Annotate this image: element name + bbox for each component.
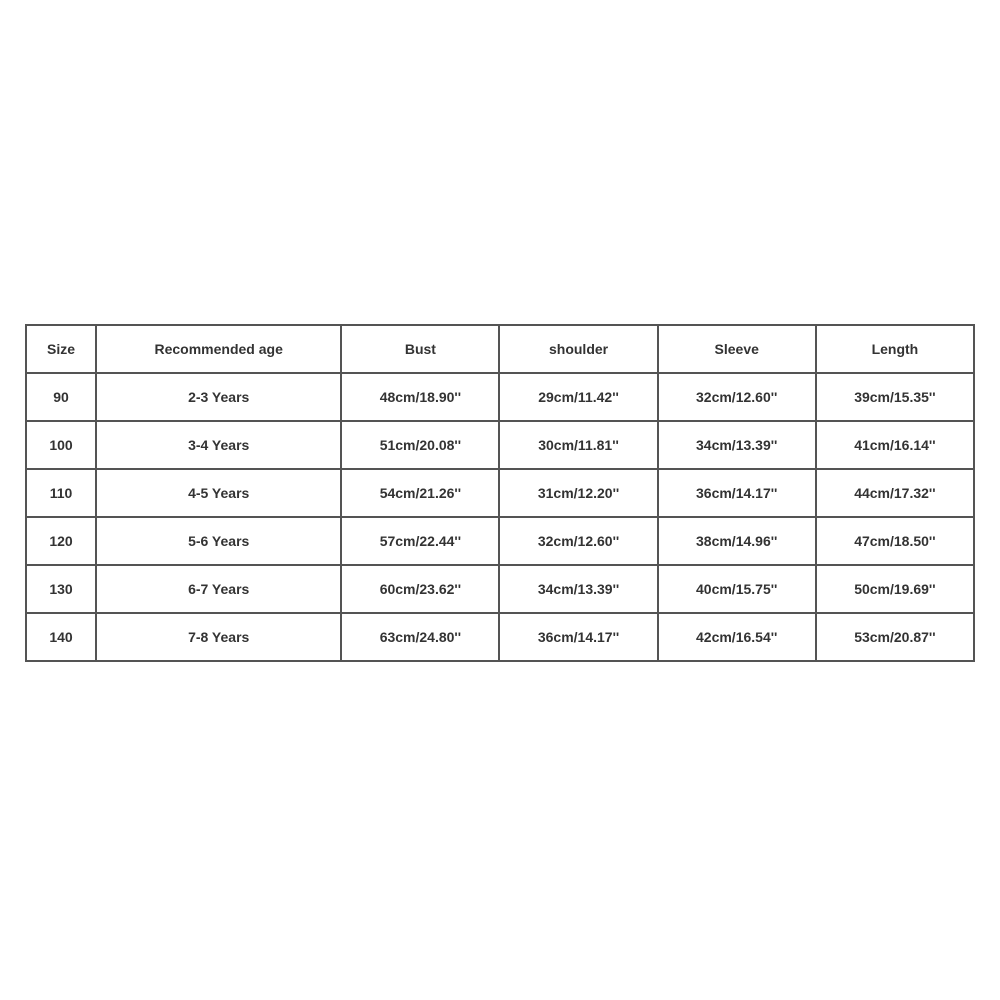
cell-length: 39cm/15.35'' [816, 373, 974, 421]
table-row [26, 373, 974, 421]
cell-length: 50cm/19.69'' [816, 565, 974, 613]
cell-age: 7-8 Years [96, 613, 341, 661]
table-row [26, 613, 974, 661]
cell-shoulder: 31cm/12.20'' [499, 469, 657, 517]
cell-sleeve: 36cm/14.17'' [658, 469, 816, 517]
cell-age: 5-6 Years [96, 517, 341, 565]
table-row [26, 517, 974, 565]
cell-shoulder: 34cm/13.39'' [499, 565, 657, 613]
cell-sleeve: 42cm/16.54'' [658, 613, 816, 661]
cell-sleeve: 32cm/12.60'' [658, 373, 816, 421]
header-shoulder: shoulder [499, 325, 657, 373]
cell-size: 130 [26, 565, 96, 613]
header-row [26, 325, 974, 373]
cell-size: 90 [26, 373, 96, 421]
cell-shoulder: 29cm/11.42'' [499, 373, 657, 421]
cell-shoulder: 30cm/11.81'' [499, 421, 657, 469]
cell-length: 41cm/16.14'' [816, 421, 974, 469]
header-sleeve: Sleeve [658, 325, 816, 373]
cell-bust: 60cm/23.62'' [341, 565, 499, 613]
header-bust: Bust [341, 325, 499, 373]
cell-age: 2-3 Years [96, 373, 341, 421]
cell-length: 53cm/20.87'' [816, 613, 974, 661]
cell-bust: 54cm/21.26'' [341, 469, 499, 517]
cell-bust: 57cm/22.44'' [341, 517, 499, 565]
cell-size: 140 [26, 613, 96, 661]
cell-size: 120 [26, 517, 96, 565]
header-recommended-age: Recommended age [96, 325, 341, 373]
cell-length: 44cm/17.32'' [816, 469, 974, 517]
table-row [26, 421, 974, 469]
cell-sleeve: 40cm/15.75'' [658, 565, 816, 613]
cell-bust: 63cm/24.80'' [341, 613, 499, 661]
cell-age: 4-5 Years [96, 469, 341, 517]
size-chart-table [25, 324, 975, 662]
cell-sleeve: 38cm/14.96'' [658, 517, 816, 565]
cell-size: 110 [26, 469, 96, 517]
table-row [26, 469, 974, 517]
table-row [26, 565, 974, 613]
cell-age: 3-4 Years [96, 421, 341, 469]
cell-bust: 48cm/18.90'' [341, 373, 499, 421]
cell-shoulder: 32cm/12.60'' [499, 517, 657, 565]
header-length: Length [816, 325, 974, 373]
header-size: Size [26, 325, 96, 373]
cell-size: 100 [26, 421, 96, 469]
cell-shoulder: 36cm/14.17'' [499, 613, 657, 661]
cell-bust: 51cm/20.08'' [341, 421, 499, 469]
cell-length: 47cm/18.50'' [816, 517, 974, 565]
cell-age: 6-7 Years [96, 565, 341, 613]
cell-sleeve: 34cm/13.39'' [658, 421, 816, 469]
